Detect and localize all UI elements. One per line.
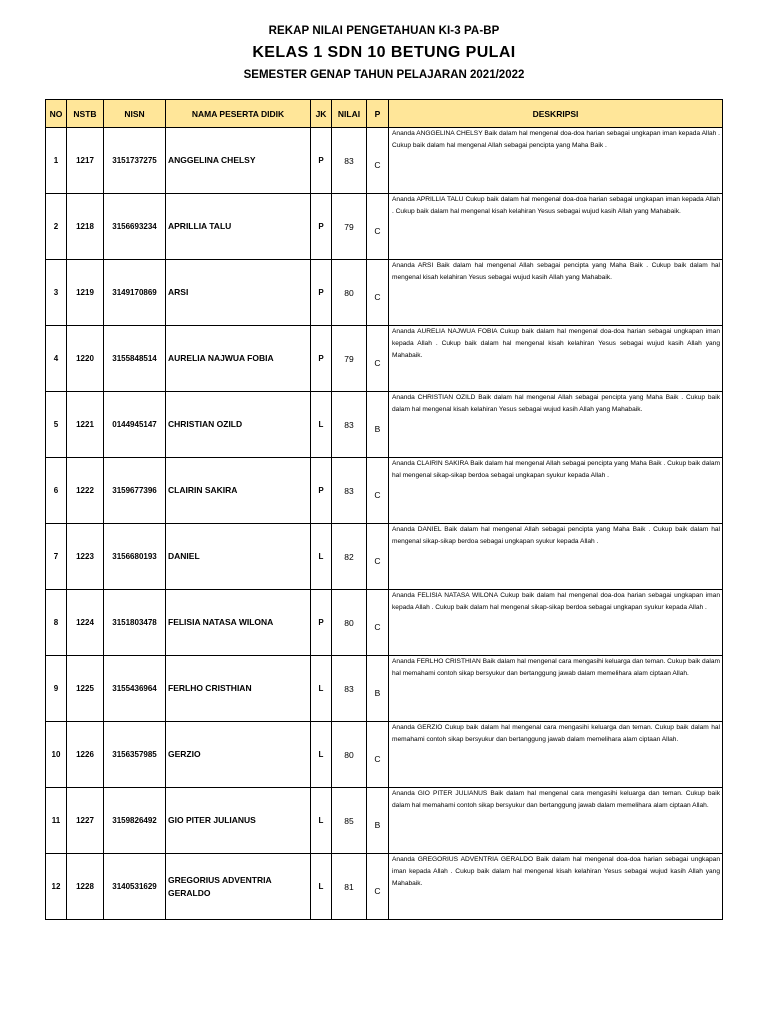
cell-nilai: 83 [332, 656, 367, 722]
cell-nstb: 1224 [67, 590, 104, 656]
cell-nama: APRILLIA TALU [166, 194, 311, 260]
report-title: KELAS 1 SDN 10 BETUNG PULAI [252, 44, 516, 61]
cell-jk: L [311, 722, 332, 788]
cell-deskripsi: Ananda CLAIRIN SAKIRA Baik dalam hal mengenal Allah sebagai pencipta yang Maha Baik . Cukup baik dalam hal mengenal sikap-sikap berdoa sebagai ungkapan syukur kepada Allah . [389, 458, 723, 524]
cell-deskripsi: Ananda FERLHO CRISTHIAN Baik dalam hal mengenal cara mengasihi keluarga dan teman. Cukup baik dalam hal memahami contoh sikap bersyukur dan bertanggung jawab dalam memelihara alam ciptaan Allah. [389, 656, 723, 722]
cell-nisn: 0144945147 [104, 392, 166, 458]
cell-nilai: 83 [332, 392, 367, 458]
cell-no: 6 [46, 458, 67, 524]
cell-nama: DANIEL [166, 524, 311, 590]
table-row [46, 854, 723, 920]
table-header-row [46, 100, 723, 128]
cell-nisn: 3155436964 [104, 656, 166, 722]
cell-nisn: 3156680193 [104, 524, 166, 590]
cell-nama: FERLHO CRISTHIAN [166, 656, 311, 722]
cell-nama: GREGORIUS ADVENTRIA GERALDO [166, 854, 311, 920]
col-header-nstb: NSTB [67, 100, 104, 128]
cell-nilai: 80 [332, 722, 367, 788]
cell-nstb: 1222 [67, 458, 104, 524]
col-header-predikat: P [367, 100, 389, 128]
cell-no: 3 [46, 260, 67, 326]
table-row [46, 458, 723, 524]
cell-predikat: B [367, 392, 389, 458]
cell-no: 11 [46, 788, 67, 854]
cell-nisn: 3140531629 [104, 854, 166, 920]
cell-predikat: C [367, 458, 389, 524]
table-row [46, 590, 723, 656]
cell-predikat: C [367, 128, 389, 194]
cell-nilai: 80 [332, 260, 367, 326]
cell-no: 12 [46, 854, 67, 920]
cell-deskripsi: Ananda APRILLIA TALU Cukup baik dalam hal mengenal doa-doa harian sebagai ungkapan iman kepada Allah . Cukup baik dalam hal mengenal kisah kelahiran Yesus sebagai wujud kasih Allah yang Mahabaik. [389, 194, 723, 260]
col-header-nilai: NILAI [332, 100, 367, 128]
cell-predikat: C [367, 524, 389, 590]
col-header-jk: JK [311, 100, 332, 128]
cell-nstb: 1220 [67, 326, 104, 392]
cell-nama: CLAIRIN SAKIRA [166, 458, 311, 524]
cell-no: 7 [46, 524, 67, 590]
cell-jk: P [311, 590, 332, 656]
col-header-nama: NAMA PESERTA DIDIK [166, 100, 311, 128]
cell-nisn: 3159677396 [104, 458, 166, 524]
cell-nama: ARSI [166, 260, 311, 326]
cell-jk: L [311, 392, 332, 458]
cell-nama: GERZIO [166, 722, 311, 788]
cell-nstb: 1226 [67, 722, 104, 788]
cell-nilai: 82 [332, 524, 367, 590]
cell-nstb: 1223 [67, 524, 104, 590]
table-row [46, 194, 723, 260]
cell-jk: L [311, 788, 332, 854]
cell-nilai: 83 [332, 128, 367, 194]
cell-deskripsi: Ananda FELISIA NATASA WILONA Cukup baik dalam hal mengenal doa-doa harian sebagai ungkapan iman kepada Allah . Cukup baik dalam hal mengenal sikap-sikap berdoa sebagai ungkapan syukur kepada Allah . [389, 590, 723, 656]
cell-jk: L [311, 656, 332, 722]
cell-deskripsi: Ananda GERZIO Cukup baik dalam hal mengenal cara mengasihi keluarga dan teman. Cukup baik dalam hal memahami contoh sikap bersyukur dan bertanggung jawab dalam memelihara alam ciptaan Allah. [389, 722, 723, 788]
cell-predikat: B [367, 788, 389, 854]
cell-predikat: C [367, 854, 389, 920]
cell-jk: L [311, 854, 332, 920]
cell-no: 4 [46, 326, 67, 392]
cell-nstb: 1219 [67, 260, 104, 326]
cell-predikat: C [367, 326, 389, 392]
cell-nama: FELISIA NATASA WILONA [166, 590, 311, 656]
cell-deskripsi: Ananda AURELIA NAJWUA FOBIA Cukup baik dalam hal mengenal doa-doa harian sebagai ungkapan iman kepada Allah . Cukup baik dalam hal mengenal kisah kelahiran Yesus sebagai wujud kasih Allah yang Mahabaik. [389, 326, 723, 392]
cell-nilai: 81 [332, 854, 367, 920]
cell-nama: AURELIA NAJWUA FOBIA [166, 326, 311, 392]
cell-jk: L [311, 524, 332, 590]
cell-predikat: C [367, 590, 389, 656]
cell-predikat: C [367, 194, 389, 260]
report-subtitle: REKAP NILAI PENGETAHUAN KI-3 PA-BP [268, 25, 500, 37]
table-row [46, 788, 723, 854]
table-body [46, 128, 723, 920]
cell-nilai: 85 [332, 788, 367, 854]
cell-nama: ANGGELINA CHELSY [166, 128, 311, 194]
cell-jk: P [311, 326, 332, 392]
table-row [46, 326, 723, 392]
cell-nstb: 1221 [67, 392, 104, 458]
cell-nilai: 80 [332, 590, 367, 656]
table-row [46, 656, 723, 722]
cell-nisn: 3151803478 [104, 590, 166, 656]
cell-deskripsi: Ananda ANGGELINA CHELSY Baik dalam hal mengenal doa-doa harian sebagai ungkapan iman kepada Allah . Cukup baik dalam hal mengenal Allah sebagai pencipta yang Maha Baik . [389, 128, 723, 194]
semester-line: SEMESTER GENAP TAHUN PELAJARAN 2021/2022 [243, 69, 525, 81]
table-row [46, 524, 723, 590]
cell-deskripsi: Ananda CHRISTIAN OZILD Baik dalam hal mengenal Allah sebagai pencipta yang Maha Baik . Cukup baik dalam hal mengenal kisah kelahiran Yesus sebagai wujud kasih Allah yang Mahabaik. [389, 392, 723, 458]
cell-deskripsi: Ananda GREGORIUS ADVENTRIA GERALDO Baik dalam hal mengenal doa-doa harian sebagai ungkapan iman kepada Allah . Cukup baik dalam hal mengenal kisah kelahiran Yesus sebagai wujud kasih Allah yang Mahabaik. [389, 854, 723, 920]
cell-deskripsi: Ananda DANIEL Baik dalam hal mengenal Allah sebagai pencipta yang Maha Baik . Cukup baik dalam hal mengenal sikap-sikap berdoa sebagai ungkapan syukur kepada Allah . [389, 524, 723, 590]
cell-no: 10 [46, 722, 67, 788]
cell-jk: P [311, 194, 332, 260]
cell-no: 5 [46, 392, 67, 458]
cell-nama: CHRISTIAN OZILD [166, 392, 311, 458]
cell-no: 9 [46, 656, 67, 722]
cell-nisn: 3149170869 [104, 260, 166, 326]
cell-nstb: 1228 [67, 854, 104, 920]
table-row [46, 722, 723, 788]
cell-no: 8 [46, 590, 67, 656]
cell-nisn: 3156357985 [104, 722, 166, 788]
cell-jk: P [311, 128, 332, 194]
cell-predikat: B [367, 656, 389, 722]
cell-predikat: C [367, 722, 389, 788]
cell-nstb: 1225 [67, 656, 104, 722]
col-header-deskripsi: DESKRIPSI [389, 100, 723, 128]
cell-nisn: 3156693234 [104, 194, 166, 260]
col-header-no: NO [46, 100, 67, 128]
cell-nilai: 79 [332, 194, 367, 260]
cell-nstb: 1217 [67, 128, 104, 194]
table-row [46, 392, 723, 458]
cell-nilai: 83 [332, 458, 367, 524]
cell-nstb: 1218 [67, 194, 104, 260]
cell-no: 2 [46, 194, 67, 260]
cell-predikat: C [367, 260, 389, 326]
cell-deskripsi: Ananda GIO PITER JULIANUS Baik dalam hal mengenal cara mengasihi keluarga dan teman. Cukup baik dalam hal memahami contoh sikap bersyukur dan bertanggung jawab dalam memelihara alam ciptaan Allah. [389, 788, 723, 854]
cell-jk: P [311, 260, 332, 326]
cell-nilai: 79 [332, 326, 367, 392]
cell-nstb: 1227 [67, 788, 104, 854]
cell-nisn: 3151737275 [104, 128, 166, 194]
table-row [46, 260, 723, 326]
cell-deskripsi: Ananda ARSI Baik dalam hal mengenal Allah sebagai pencipta yang Maha Baik . Cukup baik dalam hal mengenal kisah kelahiran Yesus sebagai wujud kasih Allah yang Mahabaik. [389, 260, 723, 326]
cell-nisn: 3155848514 [104, 326, 166, 392]
col-header-nisn: NISN [104, 100, 166, 128]
cell-jk: P [311, 458, 332, 524]
cell-nama: GIO PITER JULIANUS [166, 788, 311, 854]
cell-nisn: 3159826492 [104, 788, 166, 854]
cell-no: 1 [46, 128, 67, 194]
grades-table [45, 99, 723, 920]
table-row [46, 128, 723, 194]
